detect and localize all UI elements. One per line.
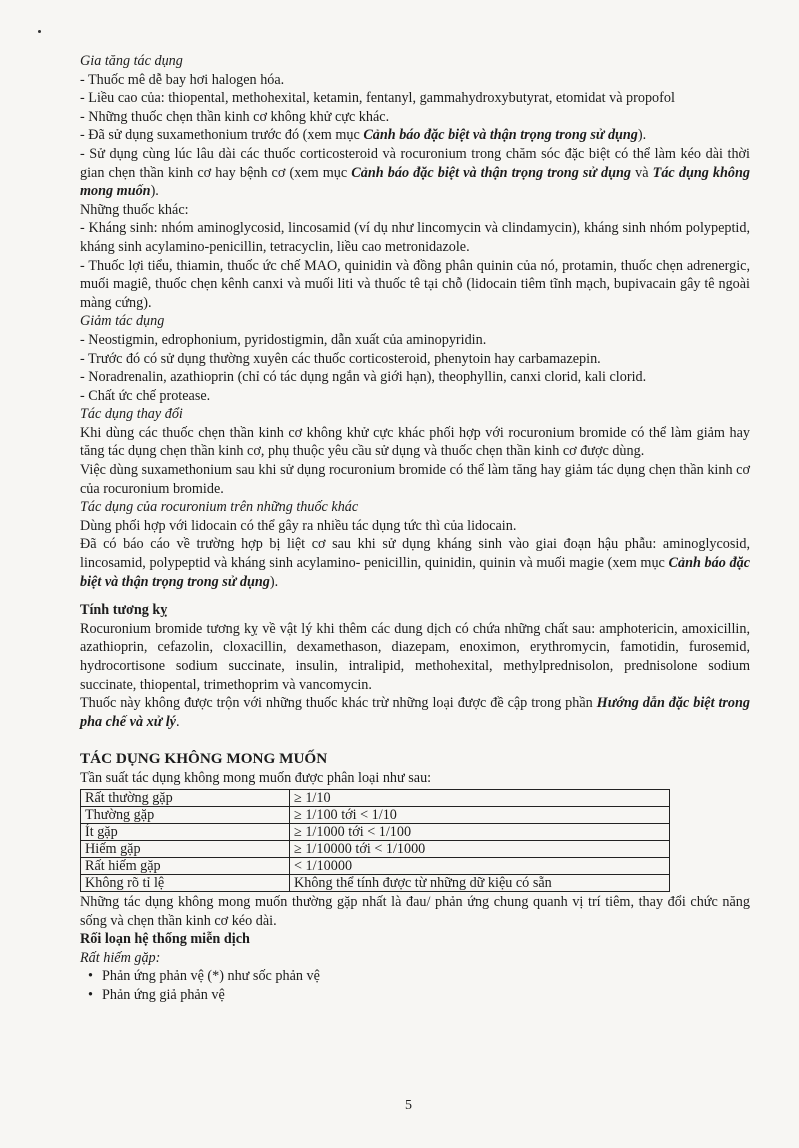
frequency-category-cell: Ít gặp	[81, 823, 290, 840]
document-page	[80, 52, 750, 1005]
text-run: .	[175, 713, 180, 730]
emphasis-reference: Hướng dẫn đặc biệt trong pha chế và xử lý	[80, 695, 751, 730]
table-row	[81, 789, 670, 806]
text-run: - Sử dụng cùng lúc lâu dài các thuốc corticosteroid và rocuronium trong chăm sóc đặc biệt có thể làm kéo dài thời gian chẹn thần kinh cơ hay bệnh cơ (xem mục	[80, 145, 750, 181]
paragraph: - Neostigmin, edrophonium, pyridostigmin, dẫn xuất của aminopyridin.	[80, 331, 487, 348]
text-run: ).	[150, 183, 159, 200]
text-run: Đã có báo cáo về trường hợp bị liệt cơ sau khi sử dụng kháng sinh vào giai đoạn hậu phẫu: aminoglycosid, lincosamid, polypeptid và kháng sinh acylamino- penicillin, quinidin, quinin và muối magie (xem mục	[80, 536, 750, 572]
interaction-section	[80, 52, 750, 788]
frequency-range-cell: < 1/10000	[290, 857, 670, 874]
emphasis-reference: Cảnh báo đặc biệt và thận trọng trong sử dụng	[363, 127, 638, 144]
adverse-effects-section	[80, 893, 750, 967]
frequency-category-cell: Thường gặp	[81, 806, 290, 823]
frequency-range-cell: ≥ 1/10	[290, 789, 670, 806]
paragraph	[80, 126, 750, 145]
paragraph: - Chất ức chế protease.	[80, 387, 211, 404]
heading-tac-dung-khong-mong-muon: TÁC DỤNG KHÔNG MONG MUỐN	[80, 750, 328, 768]
paragraph: - Trước đó có sử dụng thường xuyên các thuốc corticosteroid, phenytoin hay carbamazepin.	[80, 350, 601, 367]
list-item-text: Phản ứng giả phản vệ	[102, 986, 225, 1003]
paragraph: Việc dùng suxamethonium sau khi sử dụng rocuronium bromide có thể làm tăng hay giảm tác dụng chẹn thần kinh cơ của rocuronium bromide.	[80, 462, 750, 497]
text-run: ).	[637, 127, 647, 144]
text-run: - Đã sử dụng suxamethonium trước đó (xem mục	[80, 127, 364, 144]
paragraph	[80, 694, 750, 731]
table-row	[81, 823, 670, 840]
frequency-category-cell: Rất thường gặp	[81, 789, 290, 806]
table-row	[81, 806, 670, 823]
immune-reactions-list	[80, 967, 750, 1004]
heading-giam-tac-dung: Giảm tác dụng	[80, 313, 165, 330]
emphasis-reference: Tác dụng không mong muốn	[80, 164, 750, 200]
emphasis-reference: Cảnh báo đặc biệt và thận trọng trong sử dụng	[80, 555, 751, 590]
heading-gia-tang-tac-dung: Gia tăng tác dụng	[80, 53, 183, 69]
scan-speck	[38, 30, 41, 33]
table-row	[81, 874, 670, 891]
frequency-range-cell: ≥ 1/10000 tới < 1/1000	[290, 840, 670, 857]
heading-tinh-tuong-ky: Tính tương kỵ	[80, 602, 168, 619]
paragraph	[80, 535, 750, 591]
emphasis-reference: Cảnh báo đặc biệt và thận trọng trong sử dụng	[351, 164, 632, 181]
paragraph: - Thuốc lợi tiểu, thiamin, thuốc ức chế MAO, quinidin và đồng phân quinin của nó, protamin, thuốc chẹn adrenergic, muối magiê, thuốc chẹn kênh canxi và muối liti và thuốc tê tại chỗ (lidocain tiêm tĩnh mạch, bupivacain gây tê ngoài màng cứng).	[80, 257, 750, 311]
paragraph: Những thuốc khác:	[80, 201, 189, 218]
frequency-range-cell: ≥ 1/100 tới < 1/10	[290, 806, 670, 823]
heading-roi-loan-he-thong-mien-dich: Rối loạn hệ thống miễn dịch	[80, 931, 250, 948]
bullet-icon: •	[88, 986, 93, 1003]
paragraph: - Liều cao của: thiopental, methohexital, ketamin, fentanyl, gammahydroxybutyrat, etomidat và propofol	[80, 90, 675, 107]
table-row	[81, 857, 670, 874]
paragraph: Khi dùng các thuốc chẹn thần kinh cơ không khử cực khác phối hợp với rocuronium bromide có thể làm giảm hay tăng tác dụng chẹn thần kinh cơ, phụ thuộc yêu cầu sử dụng và thuốc chẹn thần kinh cơ được dùng.	[80, 424, 750, 460]
frequency-range-cell: ≥ 1/1000 tới < 1/100	[290, 823, 670, 840]
frequency-range-cell: Không thể tính được từ những dữ kiệu có sẵn	[290, 874, 670, 891]
paragraph: - Những thuốc chẹn thần kinh cơ không khử cực khác.	[80, 108, 390, 125]
heading-rat-hiem-gap: Rất hiếm gặp:	[80, 949, 161, 966]
paragraph: - Kháng sinh: nhóm aminoglycosid, lincosamid (ví dụ như lincomycin và clindamycin), kháng sinh nhóm polypeptid, kháng sinh acylamino-penicillin, tetracyclin, liều cao metronidazole.	[80, 220, 750, 255]
paragraph: Tần suất tác dụng không mong muốn được phân loại như sau:	[80, 770, 432, 787]
heading-tac-dung-thay-doi: Tác dụng thay đổi	[80, 406, 183, 423]
page-number: 5	[405, 1098, 412, 1113]
text-run: Thuốc này không được trộn với những thuốc khác trừ những loại được đề cập trong phần	[80, 695, 597, 712]
frequency-category-cell: Hiếm gặp	[81, 840, 290, 857]
list-item-text: Phản ứng phản vệ (*) như sốc phản vệ	[102, 968, 320, 985]
paragraph: - Thuốc mê dễ bay hơi halogen hóa.	[80, 71, 285, 88]
list-item	[88, 967, 750, 986]
paragraph	[80, 145, 750, 201]
list-item	[88, 986, 750, 1005]
frequency-category-cell: Không rõ tỉ lệ	[81, 874, 290, 891]
paragraph: Dùng phối hợp với lidocain có thể gây ra nhiều tác dụng tức thì của lidocain.	[80, 517, 517, 534]
text-run: và	[631, 164, 653, 181]
table-row	[81, 840, 670, 857]
frequency-category-cell: Rất hiếm gặp	[81, 857, 290, 874]
heading-tac-dung-cua-rocuronium-tren-nhu: Tác dụng của rocuronium trên những thuốc khác	[80, 499, 359, 516]
text-run: ).	[269, 573, 279, 590]
paragraph: Rocuronium bromide tương kỵ về vật lý khi thêm các dung dịch có chứa những chất sau: amphotericin, amoxicillin, azathioprin, cefazolin, cloxacillin, dexamethason, diazepam, enoximon, erythromycin, famotidin, furosemid, hydrocortisone sodium succinate, insulin, intralipid, methohexital, methylprednisolon, prednisolone sodium succinate, thiopental, trimethoprim và vancomycin.	[80, 620, 750, 693]
frequency-table	[80, 789, 670, 892]
paragraph: - Noradrenalin, azathioprin (chỉ có tác dụng ngắn và giới hạn), theophyllin, canxi clorid, kali clorid.	[80, 369, 647, 386]
paragraph: Những tác dụng không mong muốn thường gặp nhất là đau/ phản ứng chung quanh vị trí tiêm, thay đổi chức năng sống và chẹn thần kinh cơ kéo dài.	[80, 893, 750, 929]
bullet-icon: •	[88, 968, 93, 985]
